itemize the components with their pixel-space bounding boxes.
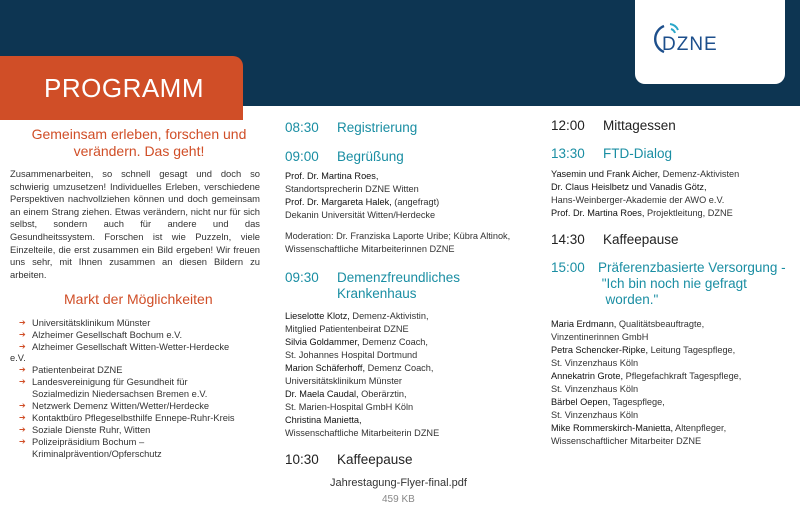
session-versorgung [551, 260, 791, 308]
session-title: Präferenzbasierte Versorgung - "Ich bin noch nie gefragt worden." [598, 260, 786, 307]
arrow-icon: ➔ [19, 330, 26, 340]
page-title: PROGRAMM [44, 73, 204, 103]
list-item: e.V. [10, 353, 26, 364]
arrow-icon: ➔ [19, 377, 26, 387]
dzne-logo-text: DZNE [662, 34, 718, 55]
file-name[interactable]: Jahrestagung-Flyer-final.pdf [330, 477, 467, 489]
session-time: 09:00 [285, 149, 319, 164]
schedule-column-right [551, 118, 791, 448]
list-item: Sozialmedizin Niedersachsen Bremen e.V. [32, 389, 208, 400]
session-time: 14:30 [551, 232, 585, 247]
list-item: ➔ Landesvereinigung für Gesundheit für [19, 377, 188, 388]
list-item: Kriminalprävention/Opferschutz [32, 449, 162, 460]
markt-list [10, 317, 260, 460]
arrow-icon: ➔ [19, 413, 26, 423]
speaker-list: Yasemin und Frank Aicher, Demenz-Aktivisten Dr. Claus Heislbetz und Vanadis Götz, Hans-Weinberger-Akademie der AWO e.V. Prof. Dr. Martina Roes, Projektleitung, DZNE [551, 169, 740, 218]
session-ftd-dialog [551, 146, 791, 162]
session-kaffeepause-2 [551, 232, 791, 248]
arrow-icon: ➔ [19, 425, 26, 435]
session-time: 09:30 [285, 270, 319, 285]
session-title: Registrierung [337, 120, 418, 135]
arrow-icon: ➔ [19, 342, 26, 352]
session-title: Begrüßung [337, 149, 404, 164]
arrow-icon: ➔ [19, 437, 26, 447]
list-item: ➔ Universitätsklinikum Münster [19, 318, 151, 329]
session-title: Kaffeepause [603, 232, 679, 247]
list-item: ➔ Alzheimer Gesellschaft Witten-Wetter-Herdecke [19, 342, 230, 353]
session-time: 15:00 [551, 260, 585, 275]
session-title: FTD-Dialog [603, 146, 673, 161]
session-title: Kaffeepause [337, 452, 413, 467]
schedule-column-middle [285, 120, 525, 468]
list-item: ➔ Patientenbeirat DZNE [19, 365, 123, 376]
session-time: 10:30 [285, 452, 319, 467]
speaker-list: Maria Erdmann, Qualitätsbeauftragte, Vinzentinerinnen GmbH Petra Schencker-Ripke, Leitung Tagespflege, St. Vinzenzhaus Köln Annekatrin Grote, Pflegefachkraft Tagespflege, St. Vinzenzhaus Köln Bärbel Oepen, Tagespflege, St. Vinzenzhaus Köln Mike Rommerskirch-Manietta, Altenpfleger, Wissenschaftlicher Mitarbeiter DZNE [551, 319, 742, 446]
intro-paragraph: Zusammenarbeiten, so schnell gesagt und doch so schwierig umzusetzen! Individuelles Erleben, verschiedene Perspektiven nachvollziehen können und doch gemeinsam an einem Strang ziehen. Etwas verändern, nicht nur für sich selbst, sondern auch für andere und das Gesundheitssystem. Forschen ist wie Puzzeln, viele Einzelteile, die erst zusammen ein Bild ergeben! Wir freuen uns sehr, mit Ihnen zusammen an diesen Bildern zu arbeiten. [10, 168, 260, 280]
list-item: ➔ Polizeipräsidium Bochum – [19, 437, 145, 448]
list-item: ➔ Alzheimer Gesellschaft Bochum e.V. [19, 330, 183, 341]
arrow-icon: ➔ [19, 365, 26, 375]
session-time: 13:30 [551, 146, 585, 161]
session-title: Demenzfreundliches Krankenhaus [337, 270, 461, 301]
session-kaffeepause [285, 452, 525, 468]
list-item: ➔ Netzwerk Demenz Witten/Wetter/Herdecke [19, 401, 210, 412]
arrow-icon: ➔ [19, 318, 26, 328]
markt-heading: Markt der Möglichkeiten [64, 291, 213, 308]
speaker-list: Prof. Dr. Martina Roes, Standortsprecherin DZNE Witten Prof. Dr. Margareta Halek, (angefragt) Dekanin Universität Witten/Herdecke Moderation: Dr. Franziska Laporte Uribe; Kübra Altinok, Wissenschaftliche Mitarbeiterinnen DZNE [285, 171, 511, 254]
speaker-list: Lieselotte Klotz, Demenz-Aktivistin, Mitglied Patientenbeirat DZNE Silvia Goldammer, Demenz Coach, St. Johannes Hospital Dortmund Marion Schäferhoff, Demenz Coach, Universitätsklinikum Münster Dr. Maela Caudal, Oberärztin, St. Marien-Hospital GmbH Köln Christina Manietta, Wissenschaftliche Mitarbeiterin DZNE [285, 311, 440, 438]
session-time: 08:30 [285, 120, 319, 135]
list-item: ➔ Kontaktbüro Pflegeselbsthilfe Ennepe-Ruhr-Kreis [19, 413, 235, 424]
list-item: ➔ Soziale Dienste Ruhr, Witten [19, 425, 151, 436]
arrow-icon: ➔ [19, 401, 26, 411]
session-time: 12:00 [551, 118, 585, 133]
session-registrierung [285, 120, 525, 136]
file-size: 459 KB [382, 494, 415, 505]
session-krankenhaus [285, 270, 525, 302]
intro-column [10, 126, 260, 460]
session-begruessung [285, 149, 525, 165]
lead-heading: Gemeinsam erleben, forschen und verändern. Das geht! [31, 126, 247, 159]
session-title: Mittagessen [603, 118, 676, 133]
session-mittagessen [551, 118, 791, 134]
